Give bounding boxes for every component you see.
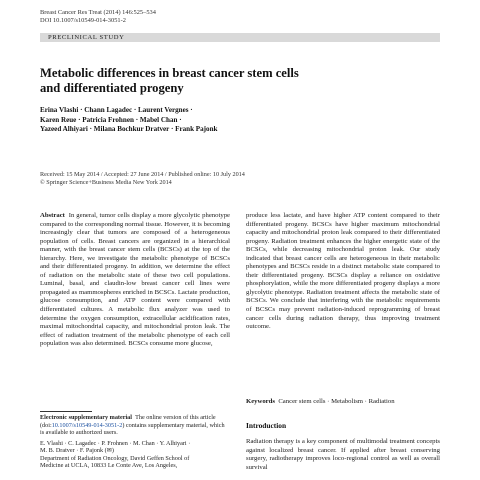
section-banner: [40, 33, 440, 42]
affiliation-line-2: M. B. Dratver · F. Pajonk (✉): [40, 447, 114, 455]
author-line-1: Erina Vlashi · Chann Lagadec · Laurent Vergnes ·: [40, 106, 193, 114]
abstract-label: Abstract: [40, 212, 65, 219]
supplementary-note: [40, 414, 230, 437]
introduction-heading: Introduction: [246, 421, 287, 430]
author-line-2: Karen Reue · Patricia Frohnen · Mabel Chan ·: [40, 115, 182, 124]
esm-text-before: The online version of this article (doi:: [40, 414, 216, 429]
article-title-line1: Metabolic differences in breast cancer stem cells: [40, 66, 299, 80]
keywords-block: [246, 398, 440, 407]
esm-text-after: ) contains supplementary material, which is available to authorized users.: [40, 421, 225, 437]
section-label: PRECLINICAL STUDY: [48, 34, 125, 41]
esm-label: Electronic supplementary material: [40, 414, 132, 421]
journal-citation: Breast Cancer Res Treat (2014) 146:525–534: [40, 9, 156, 16]
article-title: [40, 66, 370, 96]
introduction-text: Radiation therapy is a key component of multimodal treatment concepts against localized breast cancer. If applied after breast conserving surgery, radiotherapy improves loco-regional control as well as overall survival: [246, 438, 440, 471]
doi-link[interactable]: 10.1007/s10549-014-3051-2: [51, 421, 123, 429]
author-list: [40, 106, 300, 135]
affiliation-line-1: E. Vlashi · C. Lagadec · P. Frohnen · M. Chan · Y. Alhiyari ·: [40, 440, 191, 447]
affiliation-line-3: Department of Radiation Oncology, David Geffen School of: [40, 454, 190, 462]
article-title-line2: and differentiated progeny: [40, 81, 184, 95]
abstract-left-column: [40, 212, 230, 349]
abstract-text-left: In general, tumor cells display a more glycolytic phenotype compared to the corresponding normal tissue. However, it is becoming increasingly clear that tumors are composed of a heterogeneous population of cells. Breast cancers are organized in a hierarchical manner, with the breast cancer stem cells (BCSCs) at the top of the hierarchy. Here, we investigate the metabolic phenotype of BCSCs and their differentiated progeny. In addition, we determine the effect of radiation on the metabolic state of these two cell populations. Luminal, basal, and claudin-low breast cancer cell lines were propagated as mammospheres enriched in BCSCs. Lactate production, glucose consumption, and ATP content were compared with differentiated cultures. A metabolic flux analyzer was used to determine the oxygen consumption, extracellular acidification rates, maximal mitochondrial capacity, and mitochondrial proton leak. The effect of radiation treatment of the metabolic phenotype of each cell population was also determined. BCSCs consume more glucose,: [40, 212, 231, 348]
author-line-3: Yazeed Alhiyari · Milana Bochkur Dratver · Frank Pajonk: [40, 125, 218, 134]
abstract-text-right: produce less lactate, and have higher ATP content compared to their differentiated progeny. BCSCs have higher maximum mitochondrial capacity and mitochondrial proton leak compared to their differentiated progeny. Radiation treatment enhances the higher energetic state of the BCSCs, while decreasing mitochondrial proton leak. Our study indicated that breast cancer cells are heterogeneous in their metabolic phenotypes and BCSCs reside in a distinct metabolic state compared to their differentiated progeny. BCSCs display a reliance on oxidative phosphorylation, while the more differentiated progeny displays a more glycolytic phenotype. Radiation treatment affects the metabolic state of BCSCs. We conclude that interfering with the metabolic requirements of BCSCs may prevent radiation-induced reprogramming of breast cancer cells during radiation therapy, thus improving treatment outcome.: [246, 212, 440, 331]
author-affiliation: [40, 440, 230, 470]
received-dates: Received: 15 May 2014 / Accepted: 27 June 2014 / Published online: 10 July 2014: [40, 171, 245, 178]
journal-header: [40, 9, 156, 24]
keywords-label: Keywords: [246, 398, 275, 405]
footnote-divider: [40, 411, 92, 412]
keywords-text: Cancer stem cells · Metabolism · Radiation: [278, 398, 395, 405]
journal-doi: DOI 10.1007/s10549-014-3051-2: [40, 16, 126, 24]
abstract-right-column: [246, 212, 440, 332]
copyright-notice: © Springer Science+Business Media New York 2014: [40, 178, 172, 186]
affiliation-line-4: Medicine at UCLA, 10833 Le Conte Ave, Los Angeles,: [40, 462, 178, 470]
publication-dates: [40, 171, 340, 187]
